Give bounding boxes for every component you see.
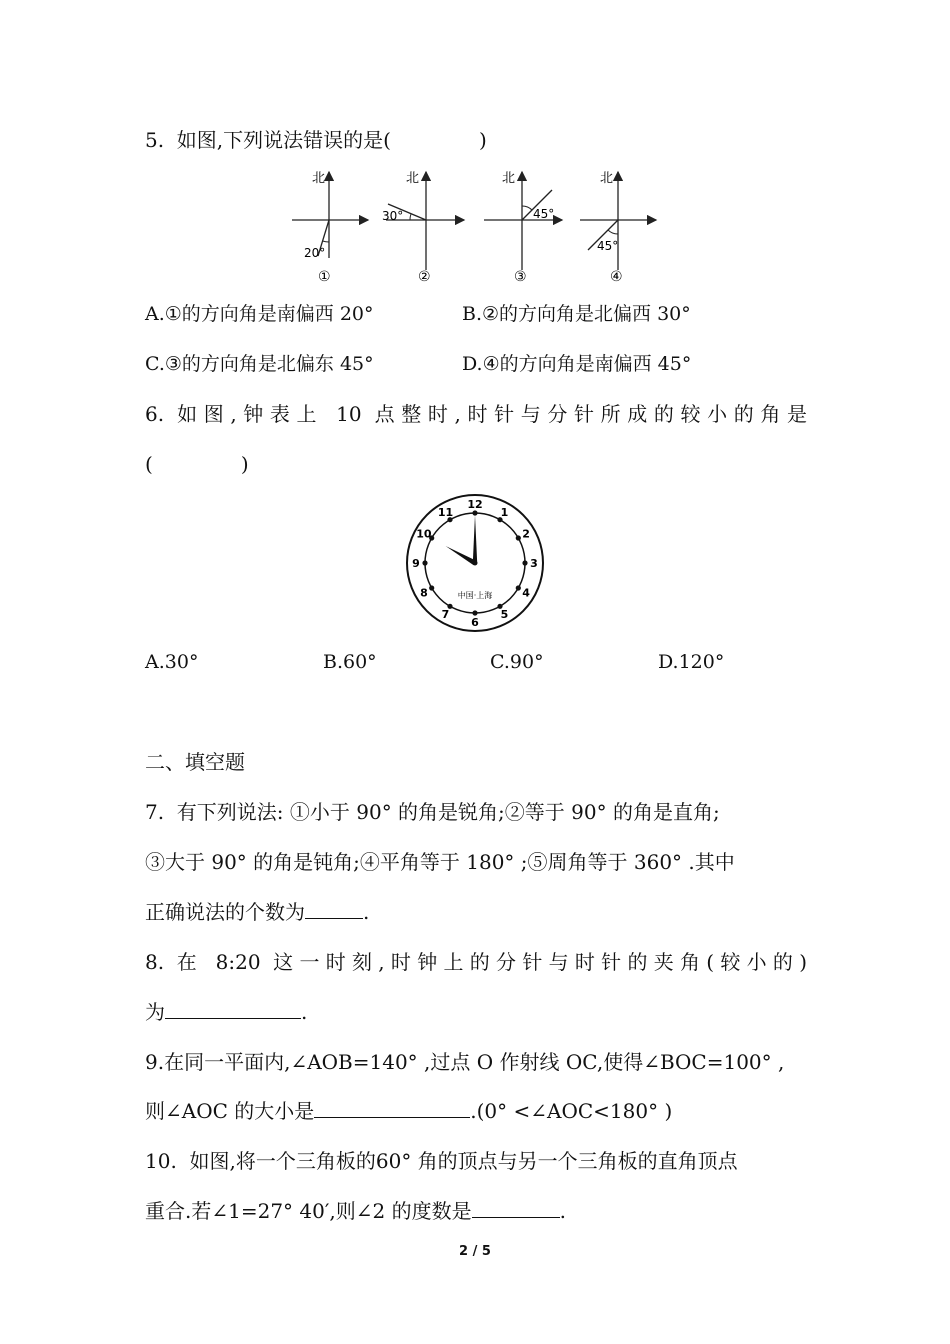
q9-answer-blank[interactable] [314,1097,470,1118]
angle-label-2: 30° [382,209,404,223]
q6-option-d: D.120° [658,651,725,673]
section-title-fill-blank: 二、填空题 [145,750,245,774]
clock-number: 7 [441,608,450,622]
figure-number-1: ① [318,269,331,285]
figure-number-3: ③ [514,269,527,285]
q7-line-1: 7. 有下列说法: ①小于 90° 的角是锐角;②等于 90° 的角是直角; [145,800,720,824]
q7-line-3: 正确说法的个数为 . [145,900,370,924]
clock-number: 4 [522,586,530,600]
clock-number: 1 [500,505,509,519]
q8-answer-blank[interactable] [165,998,301,1019]
q10-answer-blank[interactable] [472,1197,560,1218]
figure-1 [292,171,368,285]
q7-answer-blank[interactable] [305,898,363,919]
figure-number-2: ② [418,269,431,285]
clock-number: 3 [530,557,538,570]
north-label-2: 北 [406,171,420,186]
figure-2 [382,171,464,285]
q6-option-b: B.60° [323,651,377,673]
clock-dot [522,560,527,565]
q5-option-c: C.③的方向角是北偏东 45° [145,353,374,375]
q10-line-2: 重合.若∠1=27° 40′,则∠2 的度数是 . [145,1199,566,1223]
clock-number: 11 [437,505,454,519]
clock-number: 10 [416,527,432,541]
q8-line-2: 为 . [145,1000,308,1024]
north-label-1: 北 [312,171,326,186]
clock-number: 5 [500,608,509,622]
clock-dot [516,585,521,590]
clock-number: 6 [471,616,479,629]
q5-option-a: A.①的方向角是南偏西 20° [145,303,374,325]
q6-stem: 6. 如图,钟表上 10 点整时,时针与分针所成的较小的角是 [145,402,807,426]
q6-option-a: A.30° [145,651,199,673]
q6-option-c: C.90° [490,651,544,673]
q9-line-1: 9.在同一平面内,∠AOB=140° ,过点 O 作射线 OC,使得∠BOC=100° , [145,1050,785,1074]
clock-number: 8 [420,586,428,600]
clock-dot [516,535,521,540]
clock-center [473,561,478,566]
q6-paren: ( ) [145,452,249,476]
angle-label-3: 45° [533,207,555,221]
angle-label-1: 20° [304,246,326,260]
clock-number: 9 [412,557,420,570]
clock-number: 12 [467,498,483,511]
figure-number-4: ④ [610,269,623,285]
clock-dot [429,585,434,590]
clock-dot [422,560,427,565]
q5-stem: 5. 如图,下列说法错误的是( ) [145,128,487,152]
q10-line-1: 10. 如图,将一个三角板的60° 角的顶点与另一个三角板的直角顶点 [145,1149,738,1173]
figure-3 [484,171,562,285]
q8-line-1: 8. 在 8:20 这一时刻,时钟上的分针与时针的夹角(较小的) [145,950,807,974]
figure-4 [580,171,656,285]
clock-figure [405,493,545,633]
north-label-4: 北 [600,171,614,186]
q5-option-b: B.②的方向角是北偏西 30° [462,303,691,325]
clock-dot [472,510,477,515]
angle-label-4: 45° [597,239,619,253]
q5-direction-figures [0,160,950,290]
north-label-3: 北 [502,171,516,186]
clock-brand: 中国·上海 [457,591,493,600]
q7-line-2: ③大于 90° 的角是钝角;④平角等于 180° ;⑤周角等于 360° .其中 [145,850,735,874]
page-number: 2 / 5 [459,1244,491,1259]
clock-dot [472,610,477,615]
clock-number: 2 [522,527,530,541]
q9-line-2: 则∠AOC 的大小是 .(0° <∠AOC<180° ) [145,1099,673,1123]
q5-option-d: D.④的方向角是南偏西 45° [462,353,692,375]
